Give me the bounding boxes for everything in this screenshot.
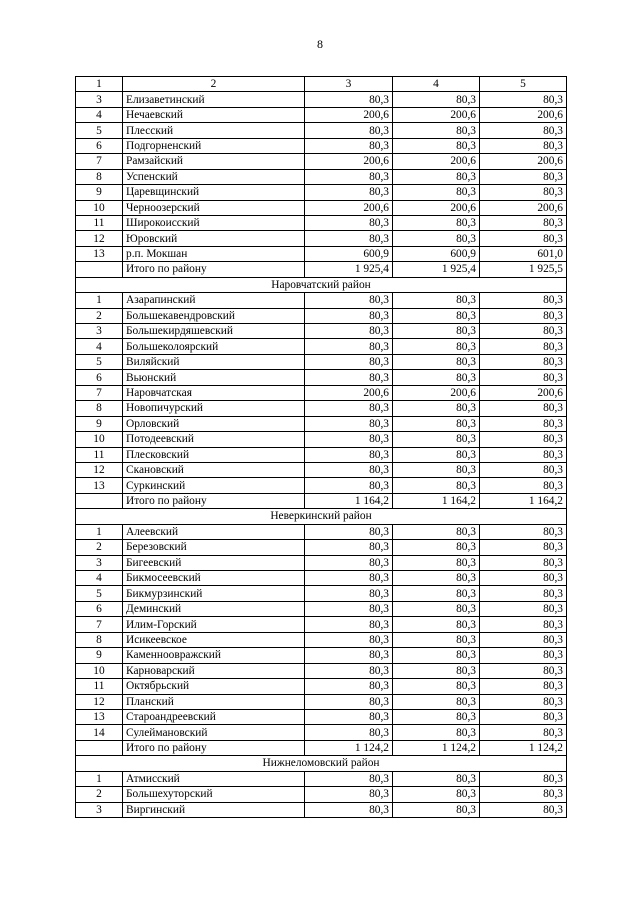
header-row: [76, 77, 567, 92]
settlement-name: Широкоисский: [123, 215, 305, 230]
settlement-name: Виляйский: [123, 354, 305, 369]
settlement-name: Бикмурзинский: [123, 586, 305, 601]
value-col-4: 80,3: [393, 524, 480, 539]
value-col-5: 1 925,5: [480, 262, 567, 277]
row-number: 8: [76, 632, 123, 647]
value-col-3: 80,3: [305, 432, 393, 447]
table-row: [76, 709, 567, 724]
page-number: 8: [317, 37, 323, 51]
value-col-4: 80,3: [393, 586, 480, 601]
row-number: 7: [76, 154, 123, 169]
settlement-name: Староандреевский: [123, 709, 305, 724]
value-col-5: 80,3: [480, 293, 567, 308]
value-col-4: 80,3: [393, 432, 480, 447]
table-row: [76, 601, 567, 616]
table-row: [76, 324, 567, 339]
value-col-4: 80,3: [393, 308, 480, 323]
value-col-4: 80,3: [393, 447, 480, 462]
table-row: [76, 370, 567, 385]
value-col-5: 80,3: [480, 571, 567, 586]
value-col-4: 1 164,2: [393, 493, 480, 508]
value-col-5: 80,3: [480, 231, 567, 246]
value-col-5: 80,3: [480, 308, 567, 323]
table-row: [76, 571, 567, 586]
row-number: 5: [76, 354, 123, 369]
value-col-4: 1 124,2: [393, 740, 480, 755]
value-col-4: 80,3: [393, 231, 480, 246]
row-number: [76, 262, 123, 277]
value-col-4: 80,3: [393, 478, 480, 493]
settlement-name: р.п. Мокшан: [123, 246, 305, 261]
value-col-3: 80,3: [305, 354, 393, 369]
settlement-name: Бикмосеевский: [123, 571, 305, 586]
value-col-4: 80,3: [393, 215, 480, 230]
value-col-3: 1 164,2: [305, 493, 393, 508]
table-row: [76, 478, 567, 493]
row-number: 5: [76, 123, 123, 138]
allocation-table: [75, 76, 567, 818]
value-col-5: 80,3: [480, 416, 567, 431]
settlement-name: Большеколоярский: [123, 339, 305, 354]
value-col-5: 80,3: [480, 709, 567, 724]
value-col-5: 80,3: [480, 632, 567, 647]
value-col-4: 200,6: [393, 200, 480, 215]
value-col-3: 80,3: [305, 231, 393, 246]
row-number: 4: [76, 571, 123, 586]
value-col-4: 80,3: [393, 648, 480, 663]
settlement-name: Карноварский: [123, 663, 305, 678]
value-col-3: 80,3: [305, 478, 393, 493]
settlement-name: Юровский: [123, 231, 305, 246]
value-col-5: 80,3: [480, 447, 567, 462]
row-number: 12: [76, 462, 123, 477]
settlement-name: Нечаевский: [123, 107, 305, 122]
table-row: [76, 385, 567, 400]
settlement-name: Октябрьский: [123, 679, 305, 694]
table-row: [76, 308, 567, 323]
value-col-3: 80,3: [305, 293, 393, 308]
table-row: [76, 185, 567, 200]
value-col-5: 1 124,2: [480, 740, 567, 755]
settlement-name: Черноозерский: [123, 200, 305, 215]
value-col-3: 80,3: [305, 540, 393, 555]
value-col-3: 80,3: [305, 339, 393, 354]
row-number: 7: [76, 385, 123, 400]
row-number: 2: [76, 787, 123, 802]
settlement-name: Подгорненский: [123, 138, 305, 153]
settlement-name: Плесковский: [123, 447, 305, 462]
value-col-3: 1 124,2: [305, 740, 393, 755]
value-col-3: 80,3: [305, 586, 393, 601]
table-row: [76, 679, 567, 694]
row-number: [76, 740, 123, 755]
value-col-5: 80,3: [480, 555, 567, 570]
table-row: [76, 648, 567, 663]
settlement-name: Виргинский: [123, 802, 305, 817]
value-col-4: 200,6: [393, 154, 480, 169]
value-col-3: 80,3: [305, 524, 393, 539]
value-col-5: 80,3: [480, 185, 567, 200]
settlement-name: Деминский: [123, 601, 305, 616]
value-col-4: 80,3: [393, 771, 480, 786]
value-col-3: 200,6: [305, 200, 393, 215]
value-col-3: 80,3: [305, 138, 393, 153]
table-row: [76, 555, 567, 570]
row-number: 11: [76, 679, 123, 694]
settlement-name: Потодеевский: [123, 432, 305, 447]
row-number: 12: [76, 694, 123, 709]
settlement-name: Каменноовражский: [123, 648, 305, 663]
settlement-name: Большехуторский: [123, 787, 305, 802]
value-col-4: 80,3: [393, 571, 480, 586]
row-number: 2: [76, 540, 123, 555]
value-col-3: 80,3: [305, 185, 393, 200]
value-col-3: 80,3: [305, 709, 393, 724]
table-row: [76, 339, 567, 354]
settlement-name: Наровчатская: [123, 385, 305, 400]
table-row: [76, 246, 567, 261]
value-col-4: 80,3: [393, 138, 480, 153]
value-col-3: 80,3: [305, 169, 393, 184]
value-col-3: 200,6: [305, 154, 393, 169]
row-number: 3: [76, 555, 123, 570]
value-col-5: 80,3: [480, 215, 567, 230]
table-row: [76, 632, 567, 647]
value-col-5: 80,3: [480, 725, 567, 740]
settlement-name: Илим-Горский: [123, 617, 305, 632]
value-col-5: 80,3: [480, 679, 567, 694]
district-total-row: [76, 493, 567, 508]
table-row: [76, 694, 567, 709]
value-col-3: 80,3: [305, 215, 393, 230]
row-number: 10: [76, 200, 123, 215]
column-header: 1: [76, 77, 123, 92]
table-row: [76, 107, 567, 122]
settlement-name: Итого по району: [123, 262, 305, 277]
row-number: 9: [76, 185, 123, 200]
value-col-5: 80,3: [480, 324, 567, 339]
value-col-5: 80,3: [480, 694, 567, 709]
table-row: [76, 138, 567, 153]
settlement-name: Бигеевский: [123, 555, 305, 570]
table-row: [76, 401, 567, 416]
settlement-name: Атмисский: [123, 771, 305, 786]
row-number: 9: [76, 416, 123, 431]
value-col-5: 80,3: [480, 432, 567, 447]
settlement-name: Итого по району: [123, 493, 305, 508]
value-col-4: 80,3: [393, 802, 480, 817]
value-col-5: 200,6: [480, 107, 567, 122]
settlement-name: Итого по району: [123, 740, 305, 755]
row-number: 3: [76, 92, 123, 107]
table-row: [76, 802, 567, 817]
row-number: [76, 493, 123, 508]
settlement-name: Плесский: [123, 123, 305, 138]
value-col-3: 80,3: [305, 771, 393, 786]
value-col-5: 80,3: [480, 802, 567, 817]
settlement-name: Березовский: [123, 540, 305, 555]
table-row: [76, 92, 567, 107]
district-header-row: [76, 509, 567, 524]
value-col-5: 601,0: [480, 246, 567, 261]
value-col-4: 80,3: [393, 663, 480, 678]
value-col-4: 600,9: [393, 246, 480, 261]
district-header-row: [76, 756, 567, 771]
row-number: 11: [76, 447, 123, 462]
table-row: [76, 663, 567, 678]
settlement-name: Вьюнский: [123, 370, 305, 385]
table-row: [76, 169, 567, 184]
value-col-4: 80,3: [393, 617, 480, 632]
value-col-5: 80,3: [480, 92, 567, 107]
district-title: Неверкинский район: [76, 509, 567, 524]
table-row: [76, 462, 567, 477]
table-row: [76, 787, 567, 802]
value-col-4: 80,3: [393, 92, 480, 107]
table-row: [76, 293, 567, 308]
row-number: 1: [76, 524, 123, 539]
table-row: [76, 215, 567, 230]
table-row: [76, 123, 567, 138]
value-col-5: 200,6: [480, 154, 567, 169]
column-header: 4: [393, 77, 480, 92]
table-row: [76, 231, 567, 246]
value-col-4: 80,3: [393, 725, 480, 740]
value-col-4: 80,3: [393, 787, 480, 802]
row-number: 4: [76, 339, 123, 354]
table-row: [76, 354, 567, 369]
value-col-5: 200,6: [480, 200, 567, 215]
value-col-5: 80,3: [480, 462, 567, 477]
settlement-name: Орловский: [123, 416, 305, 431]
value-col-4: 80,3: [393, 370, 480, 385]
value-col-4: 80,3: [393, 354, 480, 369]
value-col-5: 80,3: [480, 787, 567, 802]
value-col-3: 80,3: [305, 324, 393, 339]
table-row: [76, 617, 567, 632]
value-col-3: 200,6: [305, 107, 393, 122]
value-col-4: 80,3: [393, 694, 480, 709]
value-col-5: 80,3: [480, 169, 567, 184]
value-col-4: 80,3: [393, 679, 480, 694]
value-col-5: 1 164,2: [480, 493, 567, 508]
table-row: [76, 586, 567, 601]
value-col-3: 1 925,4: [305, 262, 393, 277]
row-number: 6: [76, 138, 123, 153]
settlement-name: Скановский: [123, 462, 305, 477]
value-col-4: 80,3: [393, 339, 480, 354]
value-col-5: 80,3: [480, 401, 567, 416]
value-col-3: 80,3: [305, 617, 393, 632]
value-col-4: 200,6: [393, 107, 480, 122]
table-row: [76, 524, 567, 539]
value-col-3: 80,3: [305, 679, 393, 694]
value-col-5: 80,3: [480, 123, 567, 138]
value-col-4: 80,3: [393, 123, 480, 138]
table-row: [76, 432, 567, 447]
settlement-name: Сулеймановский: [123, 725, 305, 740]
value-col-4: 80,3: [393, 416, 480, 431]
value-col-4: 80,3: [393, 540, 480, 555]
column-header: 3: [305, 77, 393, 92]
settlement-name: Новопичурский: [123, 401, 305, 416]
value-col-4: 80,3: [393, 293, 480, 308]
value-col-3: 80,3: [305, 123, 393, 138]
value-col-3: 80,3: [305, 802, 393, 817]
table-row: [76, 447, 567, 462]
value-col-5: 80,3: [480, 586, 567, 601]
table-row: [76, 200, 567, 215]
value-col-4: 80,3: [393, 555, 480, 570]
district-title: Нижнеломовский район: [76, 756, 567, 771]
column-header: 2: [123, 77, 305, 92]
value-col-5: 200,6: [480, 385, 567, 400]
value-col-3: 80,3: [305, 787, 393, 802]
settlement-name: Царевщинский: [123, 185, 305, 200]
value-col-3: 80,3: [305, 725, 393, 740]
row-number: 8: [76, 401, 123, 416]
value-col-3: 80,3: [305, 416, 393, 431]
row-number: 10: [76, 432, 123, 447]
district-total-row: [76, 740, 567, 755]
value-col-3: 80,3: [305, 663, 393, 678]
value-col-4: 200,6: [393, 385, 480, 400]
value-col-5: 80,3: [480, 138, 567, 153]
row-number: 7: [76, 617, 123, 632]
value-col-3: 80,3: [305, 571, 393, 586]
row-number: 3: [76, 324, 123, 339]
row-number: 8: [76, 169, 123, 184]
district-title: Наровчатский район: [76, 277, 567, 292]
column-header: 5: [480, 77, 567, 92]
row-number: 13: [76, 709, 123, 724]
value-col-5: 80,3: [480, 771, 567, 786]
value-col-3: 80,3: [305, 462, 393, 477]
row-number: 1: [76, 293, 123, 308]
value-col-3: 80,3: [305, 601, 393, 616]
table-row: [76, 416, 567, 431]
value-col-4: 80,3: [393, 462, 480, 477]
row-number: 11: [76, 215, 123, 230]
value-col-4: 80,3: [393, 185, 480, 200]
value-col-5: 80,3: [480, 524, 567, 539]
value-col-4: 1 925,4: [393, 262, 480, 277]
row-number: 1: [76, 771, 123, 786]
row-number: 4: [76, 107, 123, 122]
row-number: 6: [76, 370, 123, 385]
table-row: [76, 154, 567, 169]
settlement-name: Суркинский: [123, 478, 305, 493]
row-number: 14: [76, 725, 123, 740]
settlement-name: Успенский: [123, 169, 305, 184]
row-number: 13: [76, 246, 123, 261]
row-number: 6: [76, 601, 123, 616]
value-col-5: 80,3: [480, 370, 567, 385]
settlement-name: Исикеевское: [123, 632, 305, 647]
value-col-4: 80,3: [393, 601, 480, 616]
value-col-5: 80,3: [480, 663, 567, 678]
settlement-name: Большекирдяшевский: [123, 324, 305, 339]
value-col-5: 80,3: [480, 540, 567, 555]
row-number: 10: [76, 663, 123, 678]
value-col-3: 80,3: [305, 555, 393, 570]
value-col-3: 200,6: [305, 385, 393, 400]
table-row: [76, 771, 567, 786]
value-col-3: 80,3: [305, 401, 393, 416]
value-col-5: 80,3: [480, 354, 567, 369]
value-col-5: 80,3: [480, 601, 567, 616]
row-number: 13: [76, 478, 123, 493]
value-col-3: 600,9: [305, 246, 393, 261]
value-col-5: 80,3: [480, 617, 567, 632]
settlement-name: Елизаветинский: [123, 92, 305, 107]
value-col-5: 80,3: [480, 478, 567, 493]
value-col-4: 80,3: [393, 324, 480, 339]
settlement-name: Рамзайский: [123, 154, 305, 169]
table-row: [76, 725, 567, 740]
value-col-3: 80,3: [305, 447, 393, 462]
value-col-3: 80,3: [305, 648, 393, 663]
value-col-5: 80,3: [480, 339, 567, 354]
value-col-3: 80,3: [305, 370, 393, 385]
value-col-3: 80,3: [305, 632, 393, 647]
row-number: 12: [76, 231, 123, 246]
value-col-4: 80,3: [393, 709, 480, 724]
district-header-row: [76, 277, 567, 292]
value-col-5: 80,3: [480, 648, 567, 663]
value-col-3: 80,3: [305, 308, 393, 323]
settlement-name: Большекавендровский: [123, 308, 305, 323]
row-number: 2: [76, 308, 123, 323]
settlement-name: Планский: [123, 694, 305, 709]
value-col-3: 80,3: [305, 694, 393, 709]
row-number: 5: [76, 586, 123, 601]
table-row: [76, 540, 567, 555]
row-number: 3: [76, 802, 123, 817]
district-total-row: [76, 262, 567, 277]
value-col-4: 80,3: [393, 401, 480, 416]
value-col-4: 80,3: [393, 169, 480, 184]
row-number: 9: [76, 648, 123, 663]
settlement-name: Алеевский: [123, 524, 305, 539]
settlement-name: Азарапинский: [123, 293, 305, 308]
value-col-4: 80,3: [393, 632, 480, 647]
value-col-3: 80,3: [305, 92, 393, 107]
